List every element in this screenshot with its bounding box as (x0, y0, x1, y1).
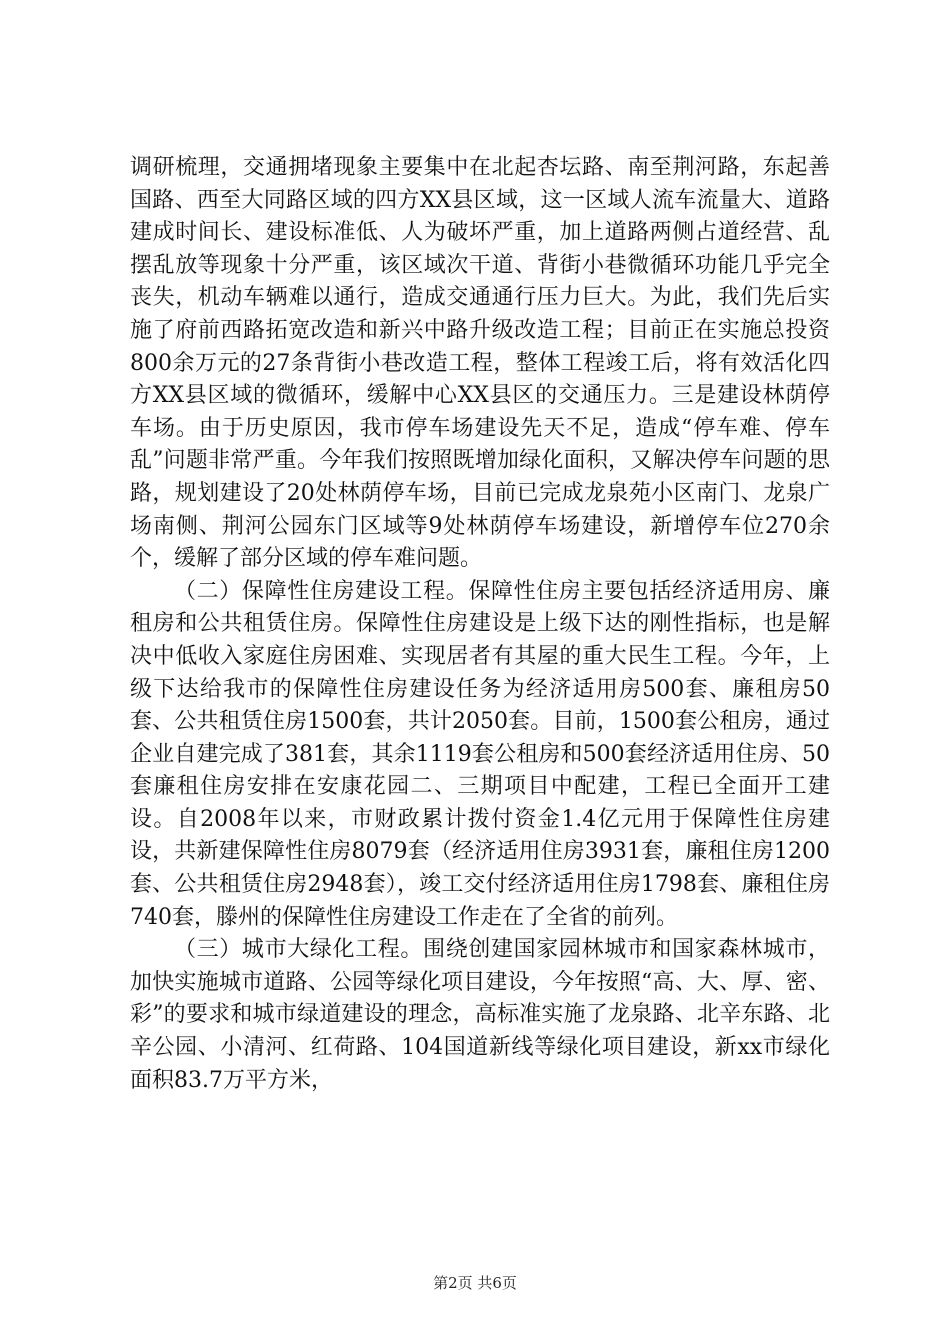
page-number-label: 第2页 共6页 (433, 1274, 517, 1292)
paragraph-urban-greening: （三）城市大绿化工程。围绕创建国家园林城市和国家森林城市，加快实施城市道路、公园等绿化项目建设，今年按照“高、大、厚、密、彩”的要求和城市绿道建设的理念，高标准实施了龙泉路、北辛东路、北辛公园、小清河、红荷路、104国道新线等绿化项目建设，新xx市绿化面积83.7万平方米， (130, 937, 830, 1093)
document-body (130, 152, 830, 1097)
paragraph-affordable-housing: （二）保障性住房建设工程。保障性住房主要包括经济适用房、廉租房和公共租赁住房。保障性住房建设是上级下达的刚性指标，也是解决中低收入家庭住房困难、实现居者有其屋的重大民生工程。今年，上级下达给我市的保障性住房建设任务为经济适用房500套、廉租房50套、公共租赁住房1500套，共计2050套。目前，1500套公租房，通过企业自建完成了381套，其余1119套公租房和500套经济适用住房、50套廉租住房安排在安康花园二、三期项目中配建，工程已全面开工建设。自2008年以来，市财政累计拨付资金1.4亿元用于保障性住房建设，共新建保障性住房8079套（经济适用住房3931套，廉租住房1200套、公共租赁住房2948套），竣工交付经济适用住房1798套、廉租住房740套，滕州的保障性住房建设工作走在了全省的前列。 (130, 578, 830, 930)
page-footer (0, 1273, 950, 1293)
paragraph-traffic: 调研梳理，交通拥堵现象主要集中在北起杏坛路、南至荆河路，东起善国路、西至大同路区域的四方XX县区域，这一区域人流车流量大、道路建成时间长、建设标准低、人为破坏严重，加上道路两侧占道经营、乱摆乱放等现象十分严重，该区域次干道、背街小巷微循环功能几乎完全丧失，机动车辆难以通行，造成交通通行压力巨大。为此，我们先后实施了府前西路拓宽改造和新兴中路升级改造工程；目前正在实施总投资800余万元的27条背街小巷改造工程，整体工程竣工后，将有效活化四方XX县区域的微循环，缓解中心XX县区的交通压力。三是建设林荫停车场。由于历史原因，我市停车场建设先天不足，造成“停车难、停车乱”问题非常严重。今年我们按照既增加绿化面积，又解决停车问题的思路，规划建设了20处林荫停车场，目前已完成龙泉苑小区南门、龙泉广场南侧、荆河公园东门区域等9处林荫停车场建设，新增停车位270余个，缓解了部分区域的停车难问题。 (130, 155, 830, 572)
